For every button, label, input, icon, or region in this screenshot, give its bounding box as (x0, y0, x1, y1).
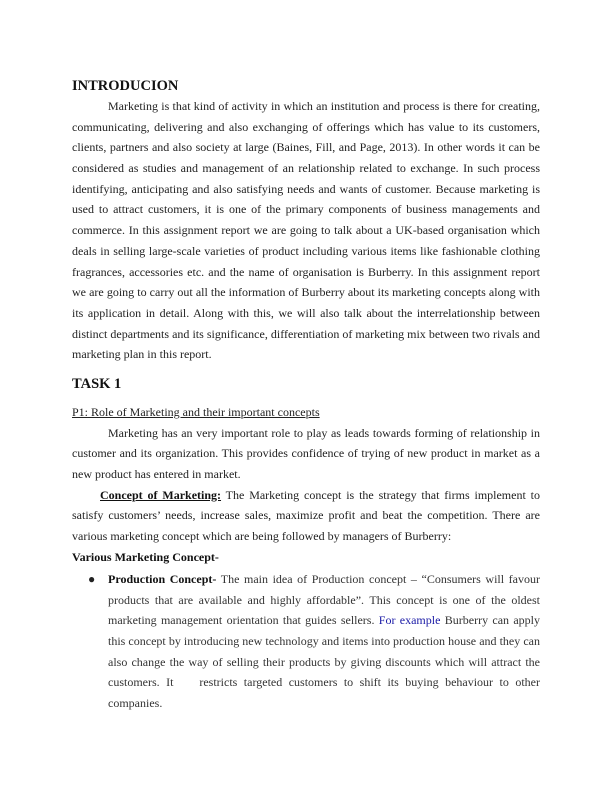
p1-subheading: P1: Role of Marketing and their important concepts (72, 405, 320, 419)
for-example-link[interactable]: For example (378, 613, 441, 628)
task1-section (72, 402, 540, 568)
intro-section (72, 76, 540, 365)
text-line: identifying, anticipating and also satisfying needs and wants of customer. Because marketing is (72, 181, 540, 196)
concept-label: Concept of Marketing: (100, 487, 222, 502)
production-concept-label: Production Concept- (108, 572, 217, 586)
intro-heading: INTRODUCION (72, 78, 179, 94)
text-line: this concept by introducing new technology and items into production house and they can (108, 634, 540, 649)
text-line: we are going to carry out all the information of Burberry about its marketing concepts along with (72, 285, 540, 300)
text-line: products that are available and highly affordable”. This concept is one of the oldest (108, 592, 540, 607)
text-line: Marketing has an very important role to play as leads towards forming of relationship in (108, 425, 540, 440)
text-line: customer and its organization. This provides confidence of trying of new product in market as a (72, 446, 540, 461)
task1-heading: TASK 1 (72, 376, 122, 392)
text-line: clients, partners and also society at large (Baines, Fill, and Page, 2013). In other words it can be (72, 140, 540, 155)
text-line: communicating, delivering and also exchanging of offerings which has value to its customers, (72, 119, 540, 134)
text-line: commerce. In this assignment report we are going to talk about a UK-based organisation which (72, 223, 540, 238)
text-line: distinct departments and its significance, differentiation of marketing mix between two rivals and (72, 326, 540, 341)
text-line: customers. It restricts targeted customers to shift its buying behaviour to other (108, 675, 540, 690)
text-line: companies. (108, 696, 163, 711)
text-line: marketing plan in this report. (72, 347, 212, 362)
text-line: also change the way of selling their products by giving discounts which will attract the (108, 654, 540, 669)
text-line: various marketing concept which are being followed by managers of Burberry: (72, 529, 452, 544)
task1-heading-wrap (72, 374, 540, 394)
text-line: its application in detail. Along with this, we will also talk about the interrelationship between (72, 305, 540, 320)
text-line: used to attract customers, it is one of the primary components of business managements and (72, 202, 540, 217)
intro-paragraph (72, 96, 540, 365)
concept-line: Concept of Marketing: The Marketing concept is the strategy that firms implement to (100, 487, 540, 502)
text-line: satisfy customers’ needs, increase sales, maximize profit and beat the competition. There are (72, 508, 540, 523)
text-line: considered as studies and management of an relationship related to exchange. In such process (72, 161, 540, 176)
text-line: deals in selling large-scale varieties of product including various items like fashionable clothing (72, 243, 540, 258)
various-heading: Various Marketing Concept- (72, 549, 219, 564)
text-line: Marketing is that kind of activity in which an institution and process is there for creating, (108, 99, 540, 113)
bullet-icon: ● (88, 572, 96, 586)
production-concept-item: Production Concept- The main idea of Production concept – “Consumers will favour products that are available and highly affordable”. This concept is one of the oldest marketing management orientation that guides sellers. For example Burberry can apply this concept by introducing new technology and items into production house and they can also change the way of selling their products by giving discounts which will attract the customers. It restricts targeted customers to shift its buying behaviour to other companies. (108, 569, 540, 714)
text-line: new product has entered in market. (72, 467, 241, 482)
text-line: fragrances, accessories etc. and the name of organisation is Burberry. In this assignment report (72, 264, 540, 279)
